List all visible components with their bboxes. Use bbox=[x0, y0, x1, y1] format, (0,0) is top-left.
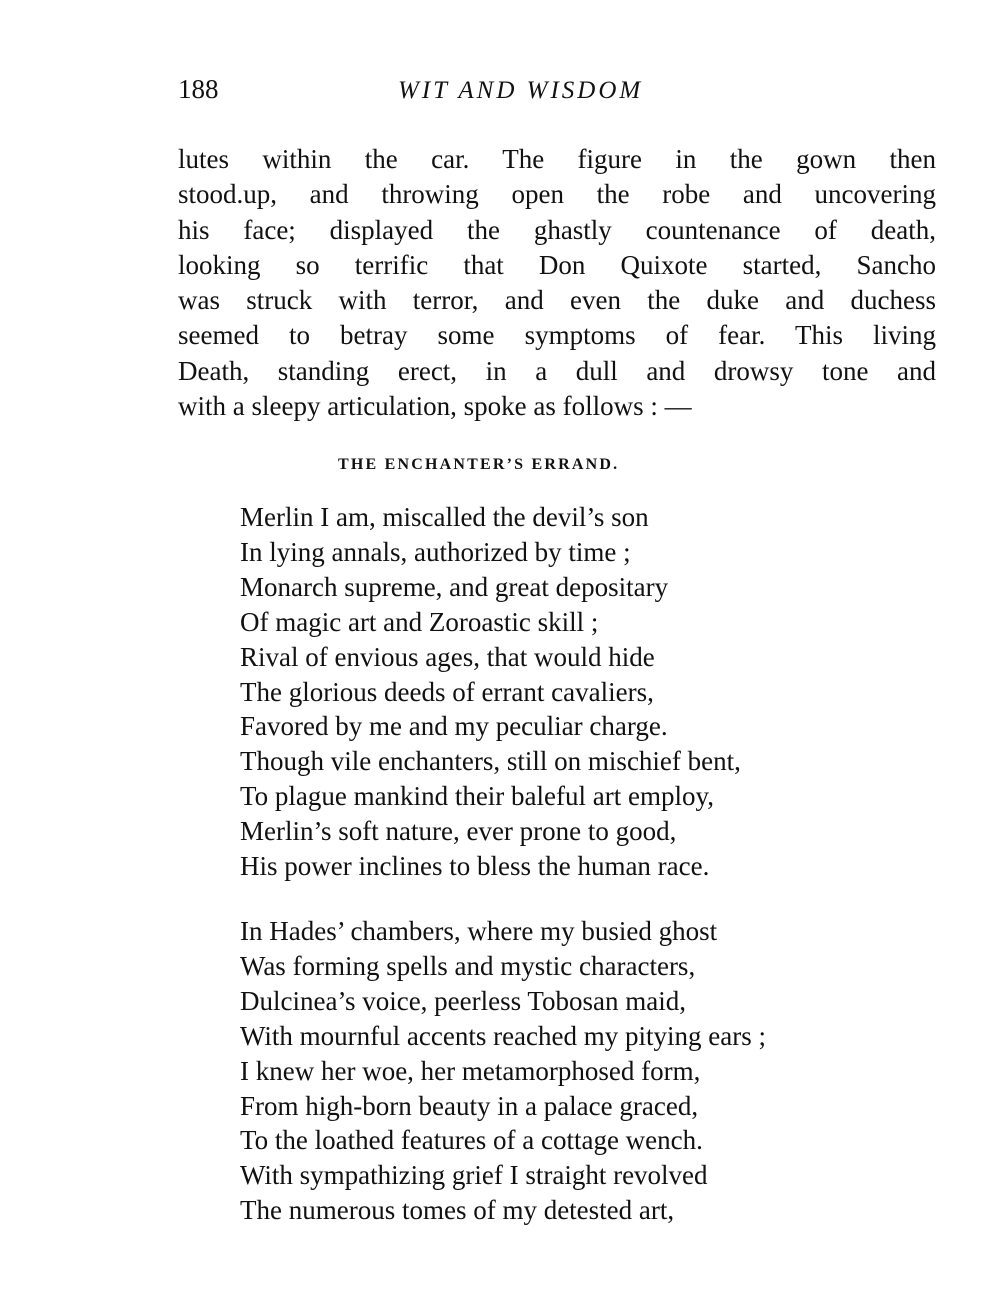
poem-stanza bbox=[240, 914, 766, 1228]
verse-line: I knew her woe, her metamorphosed form, bbox=[240, 1055, 701, 1086]
verse-line: Rival of envious ages, that would hide bbox=[240, 641, 655, 672]
verse-line: In lying annals, authorized by time ; bbox=[240, 536, 631, 567]
verse-line: To the loathed features of a cottage wench. bbox=[240, 1125, 703, 1156]
verse-line: His power inclines to bless the human race. bbox=[240, 851, 710, 882]
prose-line: Death, standing erect, in a dull and drowsy tone and bbox=[178, 355, 936, 386]
verse-line: To plague mankind their baleful art employ, bbox=[240, 781, 714, 812]
verse-line: Monarch supreme, and great depositary bbox=[240, 571, 669, 602]
verse-line: The numerous tomes of my detested art, bbox=[240, 1195, 675, 1226]
page-number: 188 bbox=[178, 74, 219, 104]
prose-line: his face; displayed the ghastly countenance of death, bbox=[178, 214, 936, 245]
prose-paragraph bbox=[178, 142, 936, 424]
verse-line: With mournful accents reached my pitying ears ; bbox=[240, 1020, 766, 1051]
verse-line: Dulcinea’s voice, peerless Tobosan maid, bbox=[240, 985, 686, 1016]
verse-line: Merlin’s soft nature, ever prone to good, bbox=[240, 816, 677, 847]
poem-stanza bbox=[240, 500, 741, 884]
poem-title: THE ENCHANTER’S ERRAND. bbox=[338, 456, 620, 473]
prose-line: with a sleepy articulation, spoke as follows : — bbox=[178, 391, 692, 422]
verse-line: Was forming spells and mystic characters, bbox=[240, 950, 696, 981]
prose-line: was struck with terror, and even the duke and duchess bbox=[178, 285, 936, 316]
running-title: WIT AND WISDOM bbox=[398, 77, 644, 104]
verse-line: In Hades’ chambers, where my busied ghost bbox=[240, 916, 718, 946]
verse-line: Favored by me and my peculiar charge. bbox=[240, 711, 668, 742]
prose-line: seemed to betray some symptoms of fear. This living bbox=[178, 320, 936, 351]
verse-line: Of magic art and Zoroastic skill ; bbox=[240, 606, 599, 637]
verse-line: The glorious deeds of errant cavaliers, bbox=[240, 676, 654, 707]
prose-line: lutes within the car. The figure in the gown then bbox=[178, 144, 936, 174]
verse-line: From high-born beauty in a palace graced, bbox=[240, 1090, 699, 1121]
prose-line: stood.up, and throwing open the robe and uncovering bbox=[178, 179, 936, 210]
verse-line: Though vile enchanters, still on mischief bent, bbox=[240, 746, 741, 777]
verse-line: Merlin I am, miscalled the devil’s son bbox=[240, 502, 649, 532]
verse-line: With sympathizing grief I straight revolved bbox=[240, 1160, 708, 1191]
prose-line: looking so terrific that Don Quixote started, Sancho bbox=[178, 249, 936, 280]
